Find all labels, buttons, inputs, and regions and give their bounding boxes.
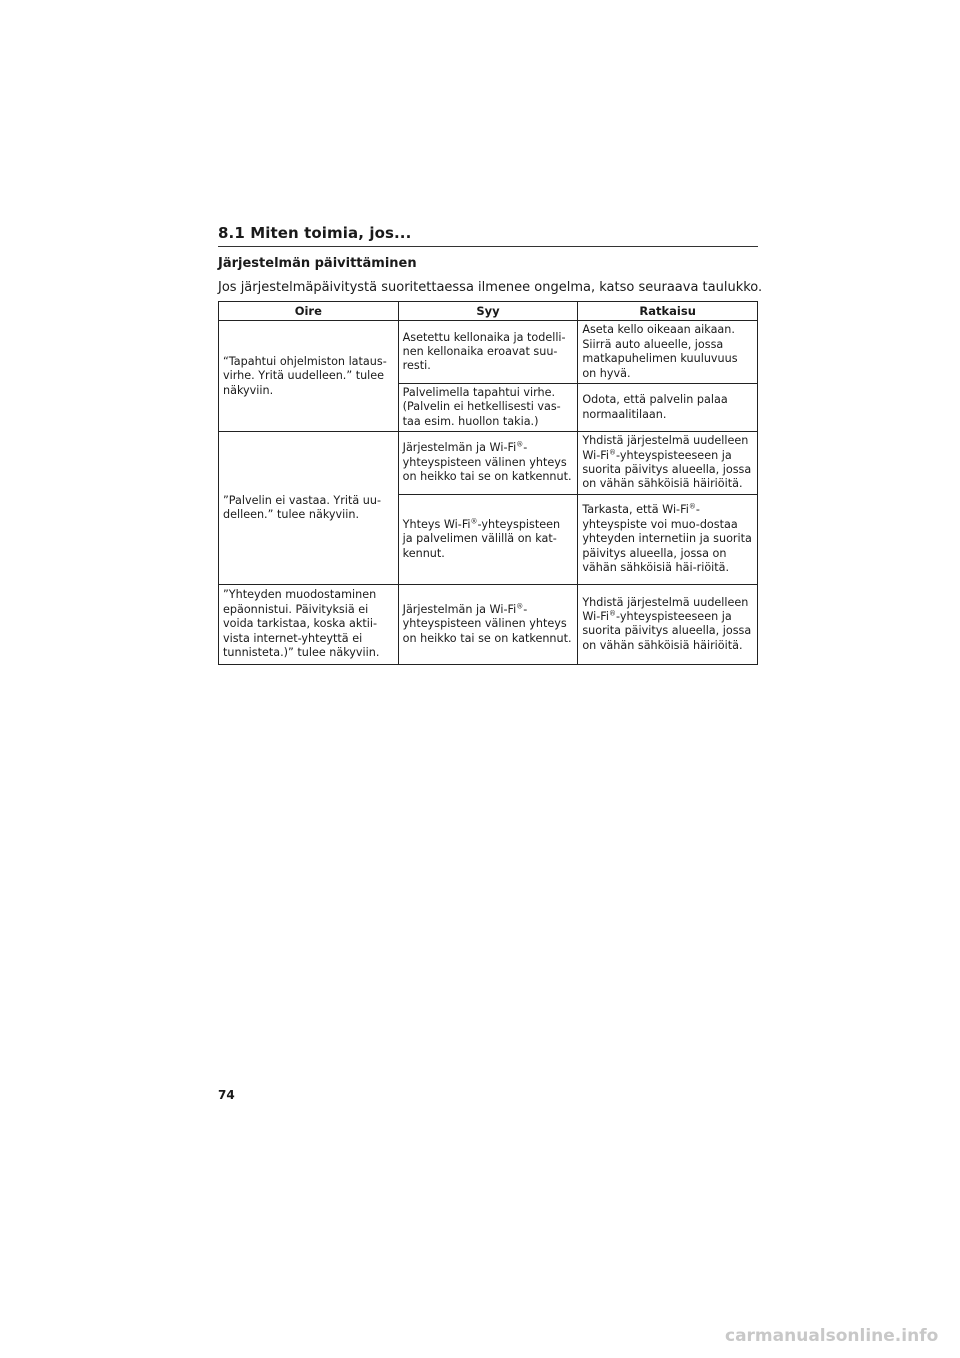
solution-cell: Yhdistä järjestelmä uudelleen Wi-Fi®-yhteyspisteeseen ja suorita päivitys alueella, jossa on vähän sähköisiä häiriöitä. — [578, 432, 758, 495]
solution-cell: Tarkasta, että Wi-Fi®-yhteyspiste voi muo-dostaa yhteyden internetiin ja suorita päivitys alueella, jossa on vähän sähköisiä häi-riöitä. — [578, 494, 758, 584]
cause-cell: Järjestelmän ja Wi-Fi®-yhteyspisteen välinen yhteys on heikko tai se on katkennut. — [398, 584, 578, 664]
intro-text: Jos järjestelmäpäivitystä suoritettaessa ilmenee ongelma, katso seuraava taulukko. — [218, 280, 763, 295]
registered-mark: ® — [688, 502, 696, 511]
troubleshooting-table — [218, 301, 758, 665]
header-symptom: Oire — [219, 302, 399, 321]
solution-cell: Odota, että palvelin palaa normaalitilaan. — [578, 384, 758, 432]
symptom-cell: ”Yhteyden muodostaminen epäonnistui. Päivityksiä ei voida tarkistaa, koska aktii-vista internet-yhteyttä ei tunnisteta.)” tulee näkyviin. — [219, 584, 399, 664]
registered-mark: ® — [516, 602, 524, 611]
table-row — [219, 432, 758, 495]
cause-cell: Asetettu kellonaika ja todelli-nen kellonaika eroavat suu-resti. — [398, 321, 578, 384]
registered-mark: ® — [470, 517, 478, 526]
section-title: 8.1 Miten toimia, jos... — [218, 224, 758, 247]
watermark: carmanualsonline.info — [725, 1326, 939, 1346]
table-header-row — [219, 302, 758, 321]
registered-mark: ® — [516, 440, 524, 449]
cause-cell: Järjestelmän ja Wi-Fi®-yhteyspisteen välinen yhteys on heikko tai se on katkennut. — [398, 432, 578, 495]
subheading: Järjestelmän päivittäminen — [218, 256, 417, 271]
solution-cell: Yhdistä järjestelmä uudelleen Wi-Fi®-yhteyspisteeseen ja suorita päivitys alueella, jossa on vähän sähköisiä häiriöitä. — [578, 584, 758, 664]
symptom-cell: ”Palvelin ei vastaa. Yritä uu-delleen.” tulee näkyviin. — [219, 432, 399, 585]
registered-mark: ® — [609, 447, 617, 456]
cause-cell: Yhteys Wi-Fi®-yhteyspisteen ja palvelimen välillä on kat-kennut. — [398, 494, 578, 584]
page-number: 74 — [218, 1088, 235, 1102]
table-row — [219, 584, 758, 664]
header-solution: Ratkaisu — [578, 302, 758, 321]
cause-cell: Palvelimella tapahtui virhe. (Palvelin ei hetkellisesti vas-taa esim. huollon takia.) — [398, 384, 578, 432]
solution-cell: Aseta kello oikeaan aikaan. Siirrä auto alueelle, jossa matkapuhelimen kuuluvuus on hyvä. — [578, 321, 758, 384]
table-row — [219, 321, 758, 384]
symptom-cell: “Tapahtui ohjelmiston lataus-virhe. Yritä uudelleen.” tulee näkyviin. — [219, 321, 399, 432]
header-cause: Syy — [398, 302, 578, 321]
registered-mark: ® — [609, 609, 617, 618]
